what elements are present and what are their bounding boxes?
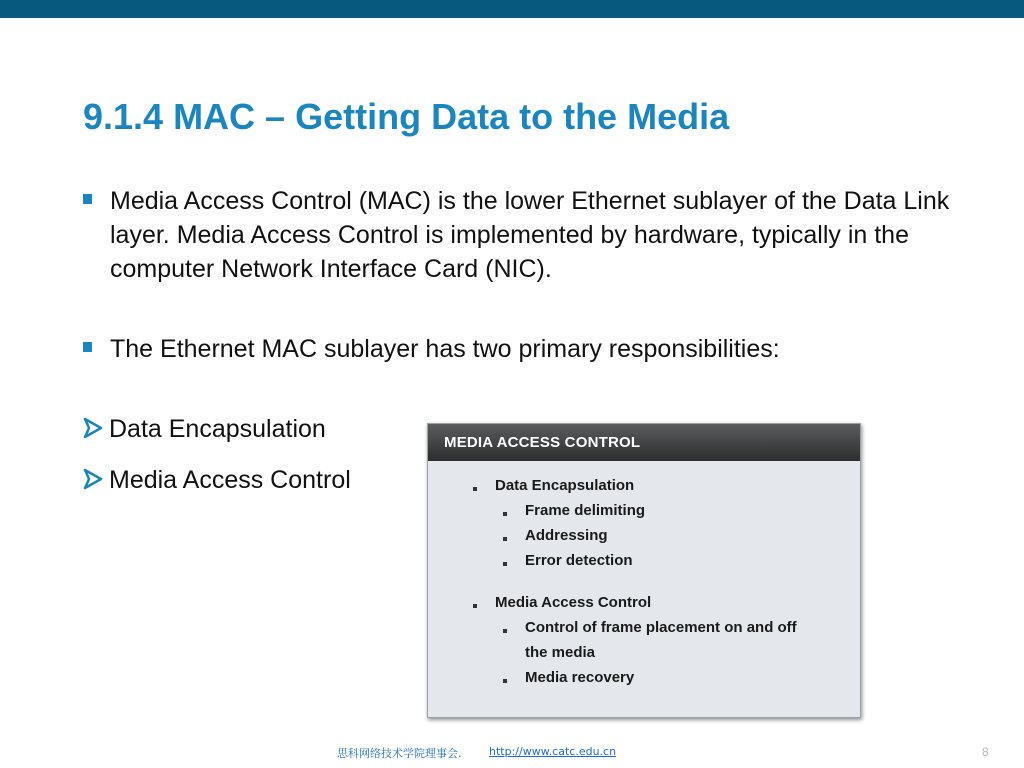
panel-subitem: Frame delimiting: [525, 502, 646, 519]
small-square-bullet-icon: [503, 537, 507, 541]
small-square-bullet-icon: [503, 679, 507, 683]
panel-subitem-continuation: the media: [525, 644, 596, 661]
page-number: 8: [982, 745, 989, 759]
footer-url-link[interactable]: http://www.catc.edu.cn: [489, 745, 617, 758]
arrow-bullet-icon: [82, 468, 104, 490]
square-bullet-icon: [83, 342, 92, 352]
bullet-text: Media Access Control (MAC) is the lower Ethernet sublayer of the Data Link layer. Media Access Control is implemented by hardware, typically in the computer Network Interface Card (NIC).: [110, 187, 950, 283]
small-square-bullet-icon: [503, 562, 507, 566]
media-access-control-panel: [427, 423, 861, 718]
top-bar: [0, 0, 1024, 18]
footer-organization: 思科网络技术学院理事会.: [337, 747, 462, 760]
arrow-bullet-icon: [82, 417, 104, 439]
square-bullet-icon: [83, 194, 92, 204]
arrow-item-label: Media Access Control: [109, 466, 351, 494]
slide-title: 9.1.4 MAC – Getting Data to the Media: [83, 96, 730, 137]
small-square-bullet-icon: [503, 629, 507, 633]
panel-subitem: Control of frame placement on and off: [525, 619, 797, 636]
arrow-item-label: Data Encapsulation: [109, 415, 326, 443]
bullet-text: The Ethernet MAC sublayer has two primary responsibilities:: [110, 335, 780, 363]
small-square-bullet-icon: [473, 487, 477, 491]
panel-header: MEDIA ACCESS CONTROL: [428, 424, 860, 461]
panel-section-label: Media Access Control: [495, 594, 652, 611]
panel-subitem: Media recovery: [525, 669, 635, 686]
small-square-bullet-icon: [503, 512, 507, 516]
panel-subitem: Addressing: [525, 527, 608, 544]
small-square-bullet-icon: [473, 604, 477, 608]
panel-section-label: Data Encapsulation: [495, 477, 635, 494]
panel-subitem: Error detection: [525, 552, 633, 569]
